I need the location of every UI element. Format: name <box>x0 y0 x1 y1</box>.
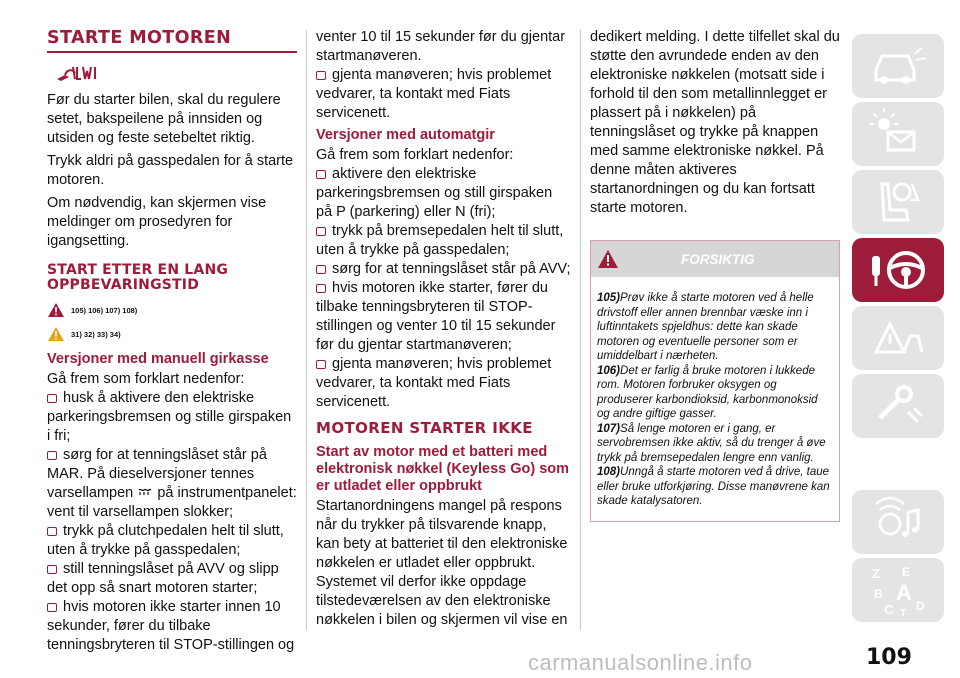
bullet-icon <box>316 265 326 274</box>
list-item: trykk på clutchpedalen helt til slutt, uten å trykke på gasspedalen; <box>47 523 284 558</box>
tab-warning-lights[interactable] <box>852 102 944 166</box>
warning-triangle-icon <box>597 249 619 269</box>
caution-item: 107)Så lenge motoren er i gang, er servobremsen ikke aktiv, så du trenger å øve trykk på bremsepedalen lengre enn vanlig. <box>597 422 826 464</box>
caution-body <box>591 277 839 521</box>
svg-text:C: C <box>884 602 894 617</box>
caution-item: 106)Det er farlig å bruke motoren i lukkede rom. Motoren forbruker oksygen og produserer karbondioksid, karbonmonoksid og andre giftige gasser. <box>597 364 818 420</box>
caution-box <box>590 240 840 522</box>
svg-text:T: T <box>900 608 907 619</box>
index-letters-icon <box>852 558 944 622</box>
caution-reference <box>47 323 297 345</box>
car-icon <box>852 34 944 98</box>
manual-intro: Gå frem som forklart nedenfor: <box>47 371 245 387</box>
tab-index[interactable] <box>852 558 944 622</box>
caution-item: 105)Prøv ikke å starte motoren ved å helle drivstoff eller annen brennbar væske inn i luftinntakets spjeldhus: dette kan skade motoren og eventuelle personer som er umiddelbart i nærheten. <box>597 292 814 362</box>
bullet-icon <box>316 170 326 179</box>
bullet-icon <box>316 227 326 236</box>
multimedia-icon <box>852 490 944 554</box>
list-item: still tenningslåset på AVV og slipp det opp så snart motoren starter; <box>47 561 279 596</box>
tab-starting-driving[interactable] <box>852 238 944 302</box>
caution-item: 108)Unngå å starte motoren ved å drive, taue eller bruke utforkjøring. Disse manøvrene kan skade katalysatoren. <box>597 466 830 507</box>
intro-paragraph: Før du starter bilen, skal du regulere setet, bakspeilene på innsiden og utsiden og feste setebeltet riktig. <box>47 92 281 146</box>
page-number: 109 <box>866 645 912 670</box>
auto-intro: Gå frem som forklart nedenfor: <box>316 147 514 163</box>
bullet-icon <box>47 565 57 574</box>
caution-title: FORSIKTIG <box>681 252 755 267</box>
warning-triangle-icon <box>47 302 65 318</box>
intro-paragraph: Trykk aldri på gasspedalen for å starte motoren. <box>47 153 294 188</box>
wrench-icon <box>852 374 944 438</box>
bullet-icon <box>47 394 57 403</box>
list-item: sørg for at tenningslåset står på AVV; <box>316 260 572 279</box>
column-divider <box>580 30 581 630</box>
warning-refs[interactable]: 105) 106) 107) 108) <box>71 305 138 315</box>
warning-triangle-icon <box>852 306 944 370</box>
nostart-heading: MOTOREN STARTER IKKE <box>316 419 533 437</box>
watermark: carmanualsonline.info <box>528 650 753 675</box>
storage-heading: START ETTER EN LANG OPPBEVARINGSTID <box>47 262 229 293</box>
column-1 <box>47 28 297 655</box>
section-title: STARTE MOTOREN <box>47 28 232 48</box>
steering-key-icon <box>852 238 944 302</box>
auto-heading: Versjoner med automatgir <box>316 127 495 143</box>
caution-triangle-icon <box>47 326 65 342</box>
tab-emergency[interactable] <box>852 306 944 370</box>
list-item: hvis motoren ikke starter innen 10 sekunder, fører du tilbake tenningsbryteren til STOP-stillingen og <box>47 599 295 653</box>
bullet-icon <box>47 527 57 536</box>
keyless-icon <box>55 61 297 87</box>
svg-text:Z: Z <box>872 566 880 581</box>
manual-heading: Versjoner med manuell girkasse <box>47 351 269 367</box>
column-3 <box>590 28 840 522</box>
list-item: trykk på bremsepedalen helt til slutt, uten å trykke på gasspedalen; <box>316 223 564 258</box>
list-item: hvis motoren ikke starter, fører du tilbake tenningsbryteren til STOP-stillingen og venter 10 til 15 sekunder før du gjentar startmanøveren; <box>316 280 556 353</box>
battery-text: Startanordningens mangel på respons når du trykker på tilsvarende knapp, kan bety at batteriet til den elektroniske nøkkelen er utladet eller oppbrukt. Systemet vil derfor ikke oppdage tilstedeværelsen av den elektroniske nøkkelen i bilen og skjermen vil vise en <box>316 498 568 628</box>
list-item: aktivere den elektriske parkeringsbremsen og still girspaken på P (parkering) eller N (fri); <box>316 166 553 220</box>
caution-refs[interactable]: 31) 32) 33) 34) <box>71 329 121 339</box>
list-item: sørg for at tenningslåset står på MAR. På dieselversjoner tennes varsellampen på instrumentpanelet: vent til varsellampen slokker; <box>47 447 297 520</box>
svg-text:A: A <box>896 580 912 605</box>
title-underline <box>47 51 297 53</box>
svg-text:B: B <box>874 587 883 601</box>
bullet-icon <box>47 451 57 460</box>
tab-maintenance[interactable] <box>852 374 944 438</box>
list-item: gjenta manøveren; hvis problemet vedvarer, ta kontakt med Fiats servicenett. <box>316 67 552 121</box>
glow-plug-icon <box>137 487 153 497</box>
intro-paragraph: Om nødvendig, kan skjermen vise meldinger om prosedyren for igangsetting. <box>47 195 267 249</box>
bullet-icon <box>47 603 57 612</box>
bullet-icon <box>316 284 326 293</box>
bullet-icon <box>316 71 326 80</box>
tab-multimedia[interactable] <box>852 490 944 554</box>
column-2 <box>316 28 572 634</box>
continued-text: dedikert melding. I dette tilfellet skal du støtte den avrundede enden av den elektroniske nøkkelen (motsatt side i forhold til den som metallinnlegget er plassert på i nøkkelen) på tenningslåset og trykke på knappen med samme elektroniske nøkkel. På denne måten aktiveres startanordningen og du kan fortsatt starte motoren. <box>590 29 840 216</box>
seat-airbag-icon <box>852 170 944 234</box>
tab-safety[interactable] <box>852 170 944 234</box>
column-divider <box>306 30 307 630</box>
bullet-icon <box>316 360 326 369</box>
svg-text:D: D <box>916 599 925 613</box>
warning-reference <box>47 299 297 321</box>
battery-heading: Start av motor med et batteri med elektronisk nøkkel (Keyless Go) som er utladet eller oppbrukt <box>316 444 570 494</box>
tab-car[interactable] <box>852 34 944 98</box>
continued-text: venter 10 til 15 sekunder før du gjentar startmanøveren. <box>316 29 566 64</box>
svg-text:E: E <box>902 565 911 579</box>
caution-header <box>591 241 839 277</box>
list-item: gjenta manøveren; hvis problemet vedvarer, ta kontakt med Fiats servicenett. <box>316 356 552 410</box>
warning-lights-icon <box>852 102 944 166</box>
list-item: husk å aktivere den elektriske parkeringsbremsen og stille girspaken i fri; <box>47 390 292 444</box>
